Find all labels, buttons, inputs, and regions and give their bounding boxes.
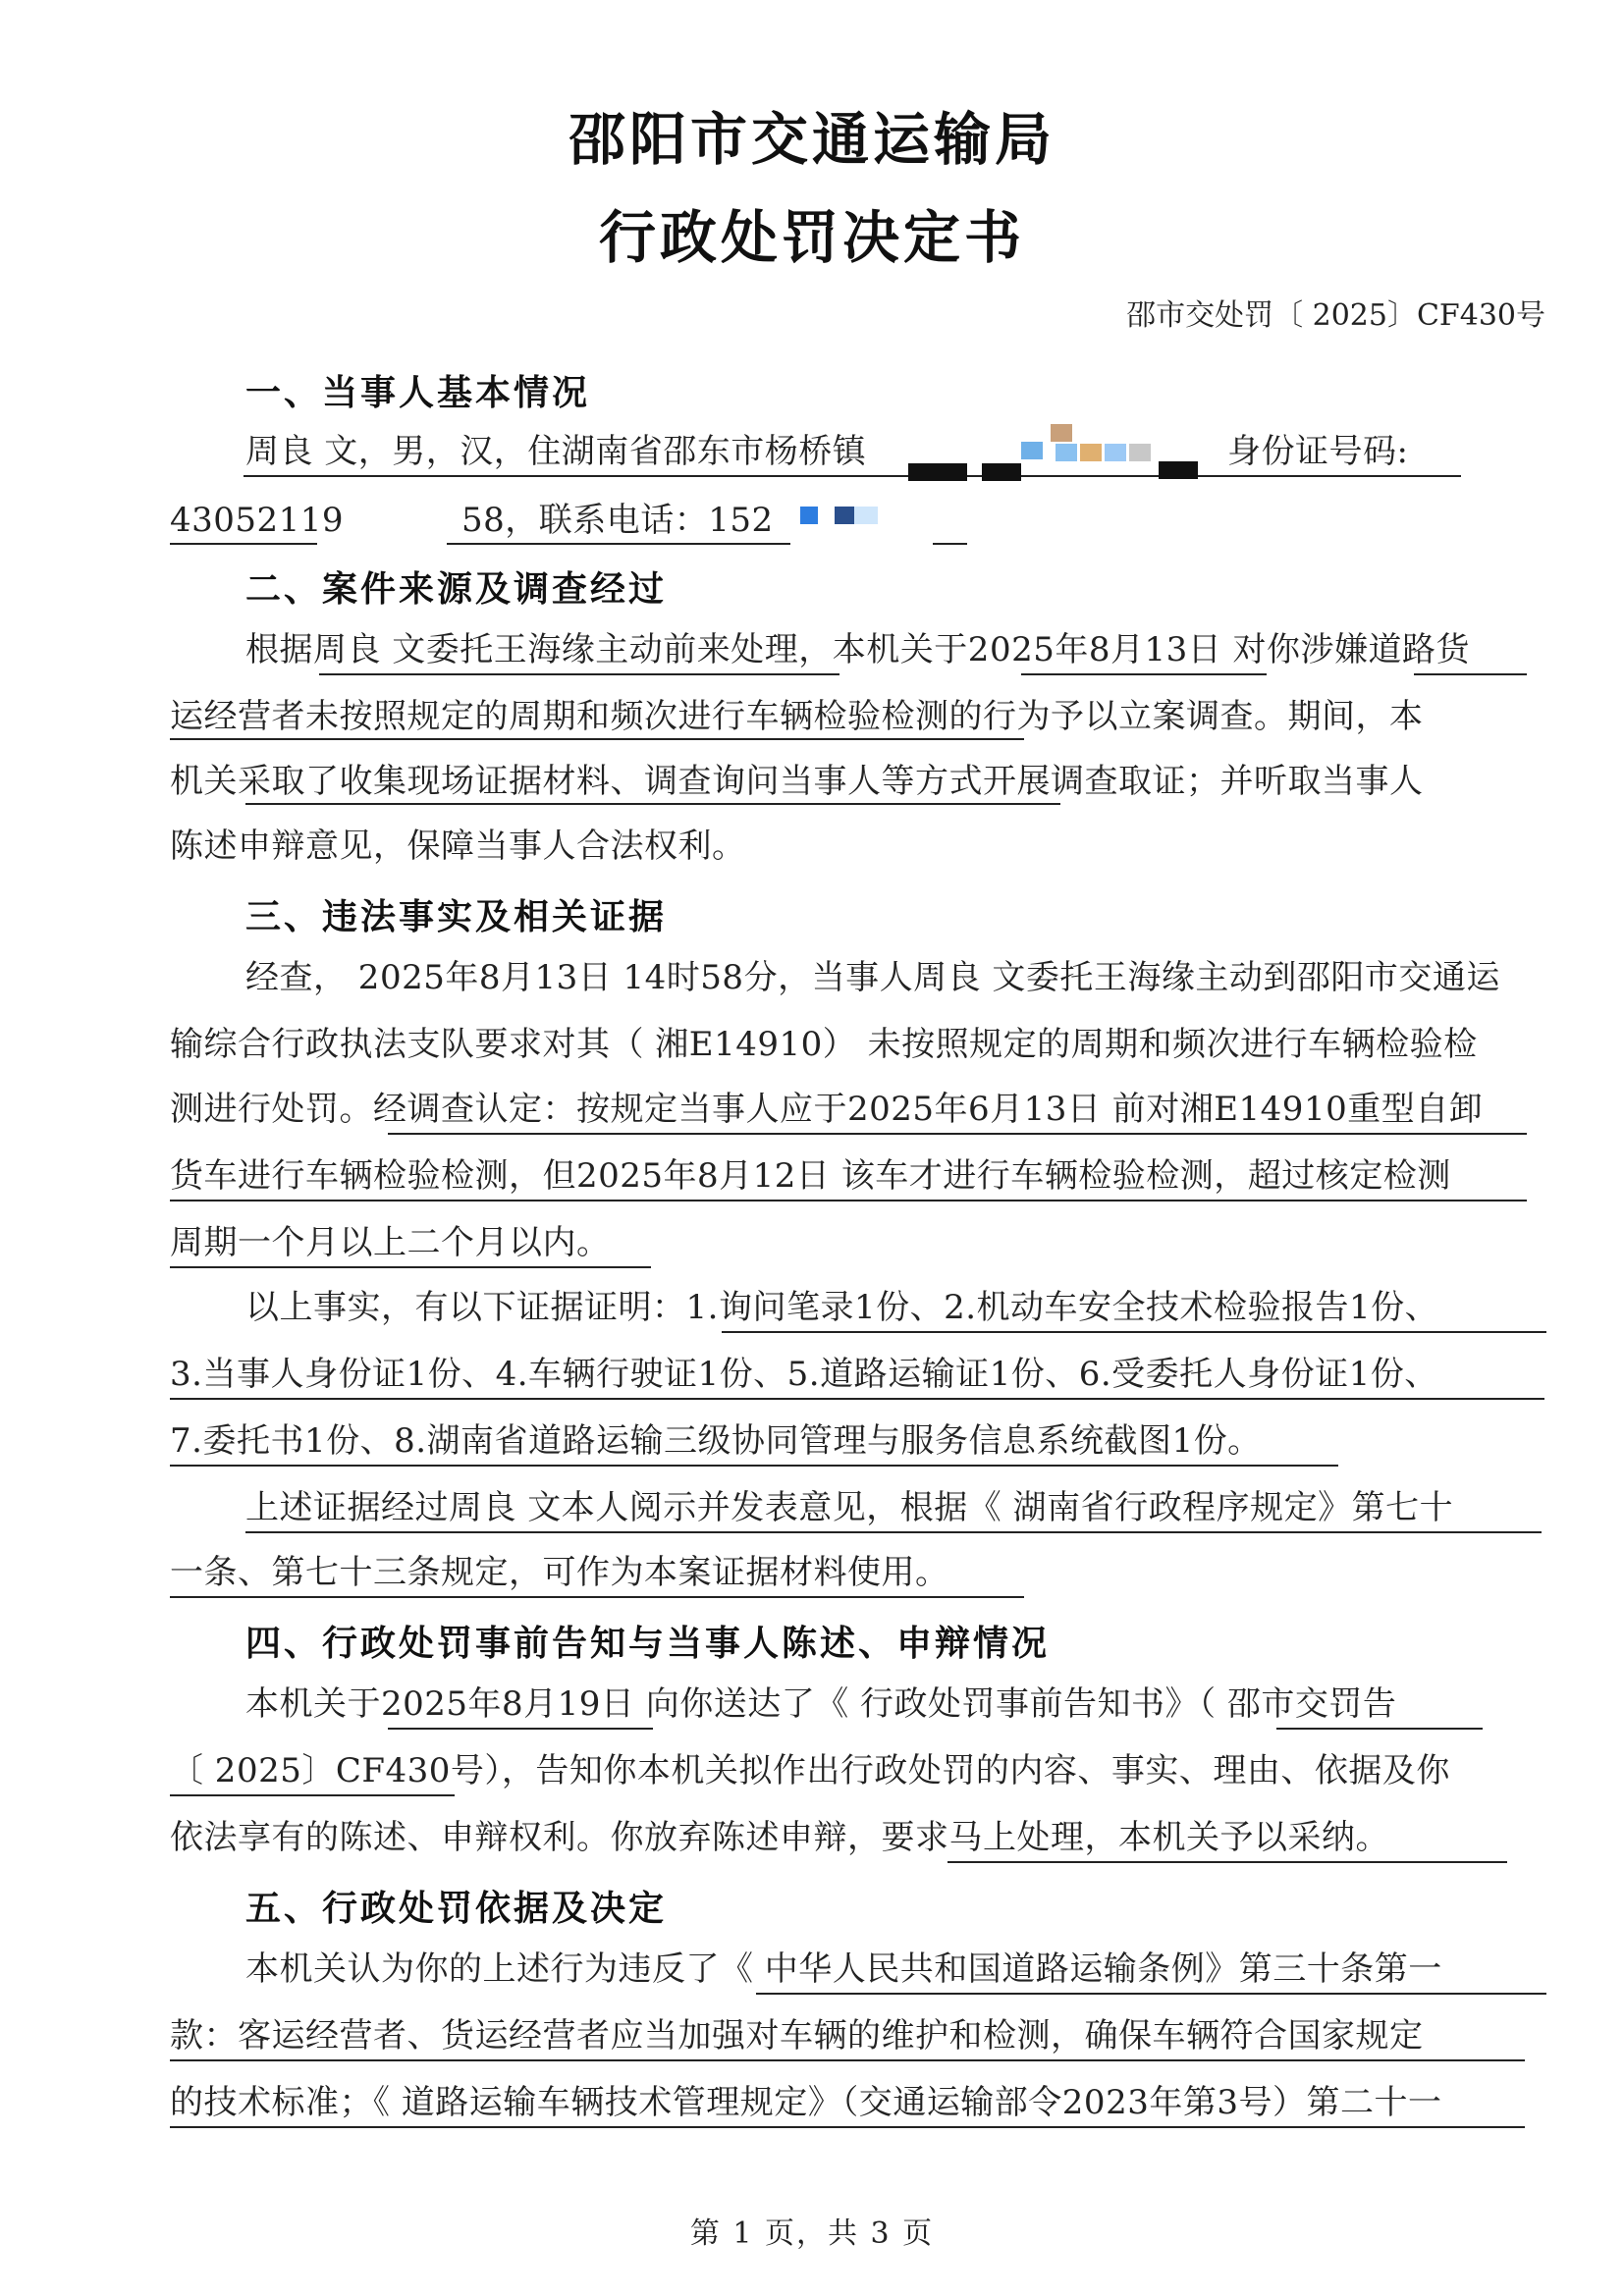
redaction-mark <box>1159 461 1198 479</box>
paragraph-line: 本机关于2025年8月19日 向你送达了《 行政处罚事前告知书》（ 邵市交罚告 <box>245 1684 1397 1724</box>
page-indicator: 第 1 页，共 3 页 <box>689 2216 935 2251</box>
paragraph-line: 〔 2025〕CF430号），告知你本机关拟作出行政处罚的内容、事实、理由、依据及你 <box>170 1751 1450 1790</box>
paragraph-line: 机关采取了收集现场证据材料、调查询问当事人等方式开展调查取证；并听取当事人 <box>170 762 1424 801</box>
paragraph-line: 3.当事人身份证1份、4.车辆行驶证1份、5.道路运输证1份、6.受委托人身份证1份、 <box>170 1355 1438 1394</box>
paragraph-line: 依法享有的陈述、申辩权利。你放弃陈述申辩，要求马上处理，本机关予以采纳。 <box>170 1818 1389 1857</box>
redaction-mark <box>1080 444 1102 461</box>
document-type-title: 行政处罚决定书 <box>598 204 1025 271</box>
paragraph-line: 输综合行政执法支队要求对其（ 湘E14910） 未按照规定的周期和频次进行车辆检验检 <box>170 1025 1478 1064</box>
underline <box>933 543 967 545</box>
underline <box>1276 1728 1483 1730</box>
redaction-mark <box>1105 444 1126 461</box>
redaction-mark <box>908 463 967 481</box>
underline <box>245 1531 1542 1533</box>
paragraph-line: 测进行处罚。经调查认定：按规定当事人应于2025年6月13日 前对湘E14910重型自卸 <box>170 1090 1484 1129</box>
phone-line: 58，联系电话：152 <box>461 501 774 540</box>
underline <box>170 1465 1338 1467</box>
section-heading-party-info: 一、当事人基本情况 <box>245 373 591 413</box>
redaction-mark <box>1129 444 1151 461</box>
underline <box>170 1398 1544 1400</box>
section-heading-case-source: 二、案件来源及调查经过 <box>245 569 668 610</box>
redaction-mark <box>1056 444 1077 461</box>
underline <box>244 475 1461 477</box>
underline <box>170 1266 651 1268</box>
party-name-line: 周良 文，男，汉，住湖南省邵东市杨桥镇 <box>245 432 867 471</box>
authority-title: 邵阳市交通运输局 <box>568 106 1056 173</box>
id-number-label: 身份证号码: <box>1227 432 1409 471</box>
underline <box>170 2126 1525 2128</box>
paragraph-line: 本机关认为你的上述行为违反了《 中华人民共和国道路运输条例》第三十条第一 <box>245 1949 1442 1989</box>
redaction-mark <box>982 463 1021 481</box>
paragraph-line: 周期一个月以上二个月以内。 <box>170 1223 611 1262</box>
underline <box>1021 673 1267 675</box>
paragraph-line: 经查， 2025年8月13日 14时58分，当事人周良 文委托王海缘主动到邵阳市交通运 <box>245 958 1500 997</box>
underline <box>722 1331 1546 1333</box>
underline <box>170 738 1024 740</box>
underline <box>245 803 1060 805</box>
redaction-mark <box>1021 442 1043 459</box>
underline <box>947 1861 1507 1863</box>
underline <box>170 1596 1024 1598</box>
underline <box>170 543 317 545</box>
paragraph-line: 货车进行车辆检验检测，但2025年8月12日 该车才进行车辆检验检测，超过核定检测 <box>170 1156 1451 1196</box>
paragraph-line: 根据周良 文委托王海缘主动前来处理，本机关于2025年8月13日 对你涉嫌道路货 <box>245 630 1471 669</box>
underline <box>447 543 790 545</box>
paragraph-line: 的技术标准；《 道路运输车辆技术管理规定》（交通运输部令2023年第3号）第二十一 <box>170 2083 1442 2122</box>
section-heading-notification: 四、行政处罚事前告知与当事人陈述、申辩情况 <box>245 1624 1051 1664</box>
paragraph-line: 7.委托书1份、8.湖南省道路运输三级协同管理与服务信息系统截图1份。 <box>170 1421 1262 1461</box>
paragraph-line: 运经营者未按照规定的周期和频次进行车辆检验检测的行为予以立案调查。期间，本 <box>170 697 1424 736</box>
underline <box>388 1133 1527 1135</box>
underline <box>319 673 839 675</box>
redaction-mark <box>800 507 818 524</box>
underline <box>170 1200 1527 1201</box>
section-heading-decision: 五、行政处罚依据及决定 <box>245 1889 668 1929</box>
redaction-mark <box>1051 424 1072 442</box>
paragraph-line: 以上事实，有以下证据证明：1.询问笔录1份、2.机动车安全技术检验报告1份、 <box>245 1288 1439 1327</box>
underline <box>170 2059 1525 2061</box>
redaction-mark <box>835 507 854 524</box>
id-number-partial: 43052119 <box>170 501 345 540</box>
underline <box>170 1794 455 1796</box>
redaction-mark <box>854 507 878 524</box>
paragraph-line: 款：客运经营者、货运经营者应当加强对车辆的维护和检测，确保车辆符合国家规定 <box>170 2016 1424 2056</box>
underline <box>1414 673 1527 675</box>
document-number: 邵市交处罚〔 2025〕CF430号 <box>1126 298 1545 333</box>
underline <box>388 1728 653 1730</box>
paragraph-line: 一条、第七十三条规定，可作为本案证据材料使用。 <box>170 1553 949 1592</box>
section-heading-facts: 三、违法事实及相关证据 <box>245 897 668 937</box>
paragraph-line: 陈述申辩意见，保障当事人合法权利。 <box>170 827 746 866</box>
paragraph-line: 上述证据经过周良 文本人阅示并发表意见，根据《 湖南省行政程序规定》第七十 <box>245 1488 1454 1527</box>
underline <box>756 1993 1546 1995</box>
